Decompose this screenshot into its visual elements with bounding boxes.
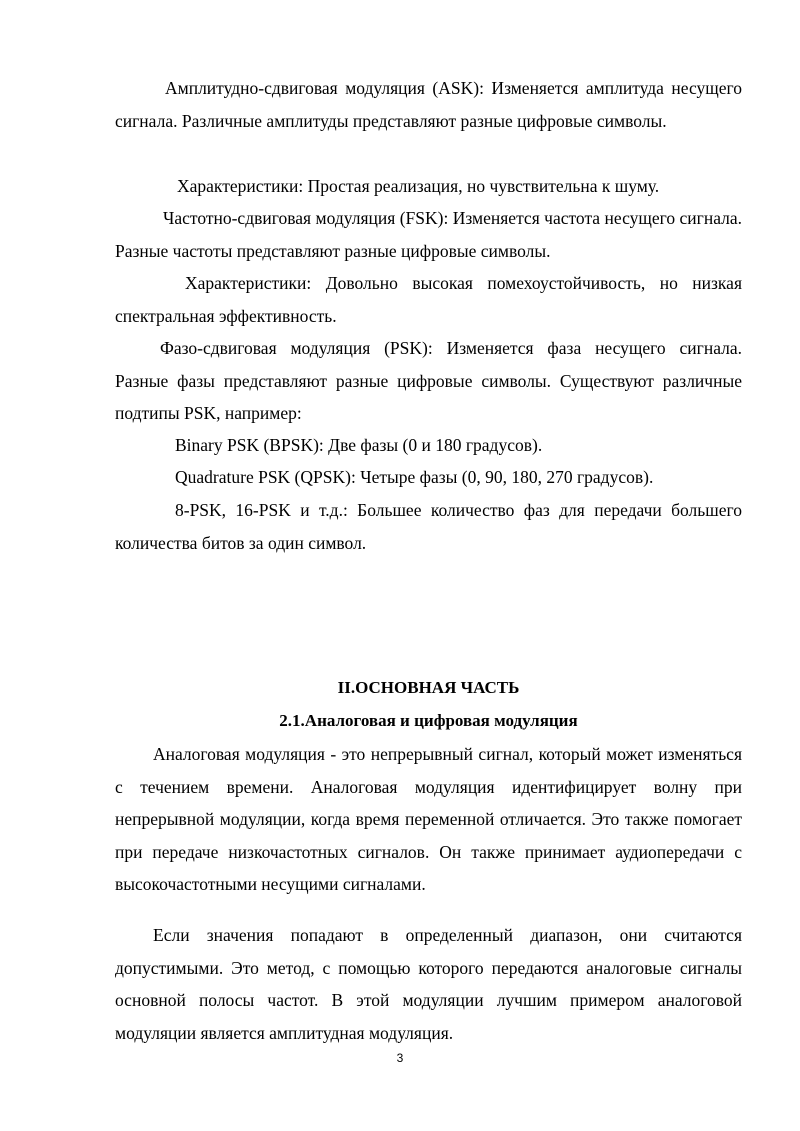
psk-paragraph: Фазо-сдвиговая модуляция (PSK): Изменяется фаза несущего сигнала. Разные фазы представляют разные цифровые символы. Существуют различные подтипы PSK, например: bbox=[115, 338, 742, 423]
section-subtitle: 2.1.Аналоговая и цифровая модуляция bbox=[279, 711, 578, 730]
qpsk-item: Quadrature PSK (QPSK): Четыре фазы (0, 90, 180, 270 градусов). bbox=[175, 467, 654, 487]
bpsk-item: Binary PSK (BPSK): Две фазы (0 и 180 градусов). bbox=[175, 435, 543, 455]
section-title: II.ОСНОВНАЯ ЧАСТЬ bbox=[337, 678, 520, 697]
page-number: 3 bbox=[396, 1051, 404, 1065]
fsk-paragraph: Частотно-сдвиговая модуляция (FSK): Изменяется частота несущего сигнала. Разные частоты представляют разные цифровые символы. bbox=[115, 208, 742, 261]
analog-modulation-paragraph: Аналоговая модуляция - это непрерывный сигнал, который может изменяться с течением времени. Аналоговая модуляция идентифицирует волну при непрерывной модуляции, когда время переменной отличается. Это также помогает при передаче низкочастотных сигналов. Он также принимает аудиопередачи с высокочастотными несущими сигналами. bbox=[115, 744, 742, 894]
range-values-paragraph: Если значения попадают в определенный диапазон, они считаются допустимыми. Это метод, с помощью которого передаются аналоговые сигналы основной полосы частот. В этой модуляции лучшим примером аналоговой модуляции является амплитудная модуляция. bbox=[115, 925, 742, 1043]
fsk-characteristics: Характеристики: Довольно высокая помехоустойчивость, но низкая спектральная эффективность. bbox=[115, 273, 742, 326]
ask-characteristics: Характеристики: Простая реализация, но чувствительна к шуму. bbox=[177, 176, 660, 196]
ask-paragraph: Амплитудно-сдвиговая модуляция (ASK): Изменяется амплитуда несущего сигнала. Различные амплитуды представляют разные цифровые символы. bbox=[115, 78, 742, 131]
mpsk-item: 8-PSK, 16-PSK и т.д.: Большее количество фаз для передачи большего количества битов за один символ. bbox=[115, 500, 742, 553]
